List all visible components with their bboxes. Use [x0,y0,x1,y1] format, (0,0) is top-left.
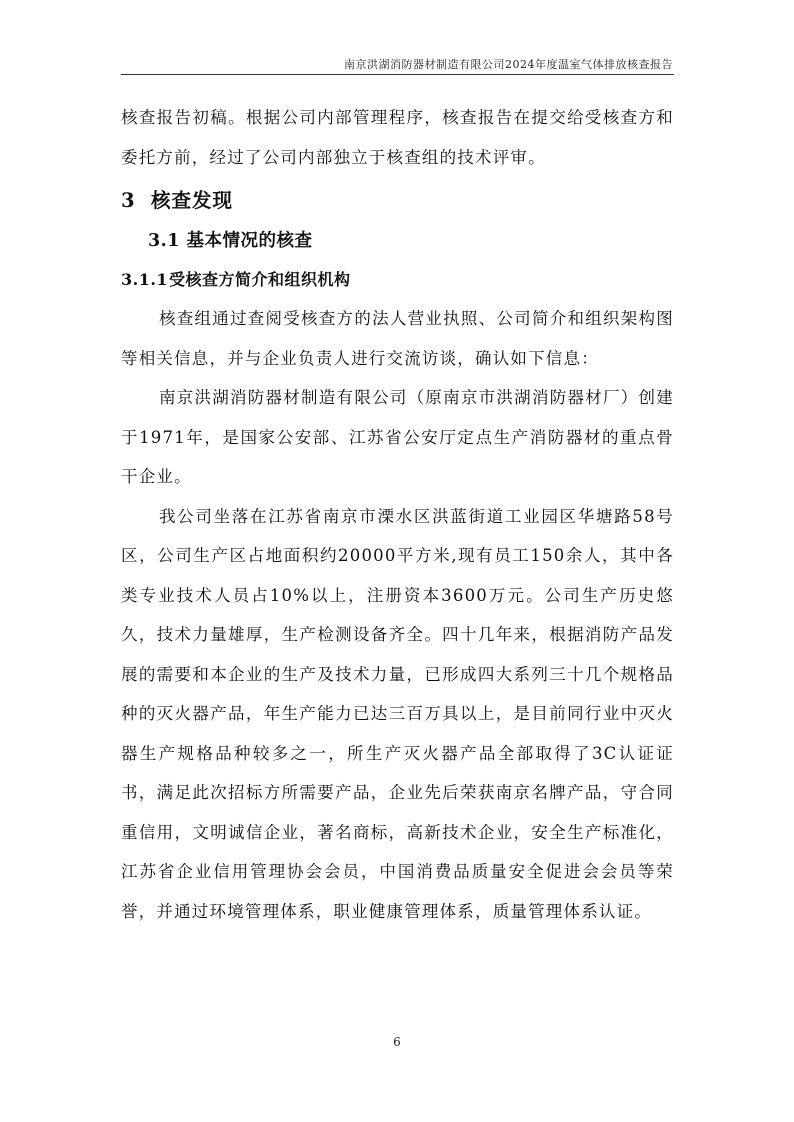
page-number: 6 [393,1035,401,1049]
subsubsection-heading [121,261,674,299]
header-divider [121,74,674,75]
page-content [121,98,674,931]
body-paragraph: 我公司坐落在江苏省南京市溧水区洪蓝街道工业园区华塘路58号区，公司生产区占地面积约20000平方米,现有员工150余人，其中各类专业技术人员占10%以上，注册资本3600万元。公司生产历史悠久，技术力量雄厚，生产检测设备齐全。四十几年来，根据消防产品发展的需要和本企业的生产及技术力量，已形成四大系列三十几个规格品种的灭火器产品，年生产能力已达三百万具以上，是目前同行业中灭火器生产规格品种较多之一，所生产灭火器产品全部取得了3C认证证书，满足此次招标方所需要产品，企业先后荣获南京名牌产品，守合同重信用，文明诚信企业，著名商标，高新技术企业，安全生产标准化，江苏省企业信用管理协会会员，中国消费品质量安全促进会会员等荣誉，并通过环境管理体系，职业健康管理体系，质量管理体系认证。 [121,506,674,921]
section-heading [121,181,674,221]
subsubsection-number: 3.1.1 [121,270,169,289]
section-title: 核查发现 [151,189,234,212]
body-paragraph: 南京洪湖消防器材制造有限公司（原南京市洪湖消防器材厂）创建于1971年，是国家公安部、江苏省公安厅定点生产消防器材的重点骨干企业。 [121,388,674,486]
subsection-heading: 3.1 基本情况的核查 [148,231,313,251]
running-header: 南京洪湖消防器材制造有限公司2024年度温室气体排放核查报告 [344,58,673,71]
subsubsection-title: 受核查方简介和组织机构 [169,270,351,289]
section-number: 3 [121,189,136,212]
body-paragraph: 核查组通过查阅受核查方的法人营业执照、公司简介和组织架构图等相关信息，并与企业负责人进行交流访谈，确认如下信息： [121,309,674,368]
intro-paragraph: 核查报告初稿。根据公司内部管理程序，核查报告在提交给受核查方和委托方前，经过了公司内部独立于核查组的技术评审。 [121,108,674,167]
